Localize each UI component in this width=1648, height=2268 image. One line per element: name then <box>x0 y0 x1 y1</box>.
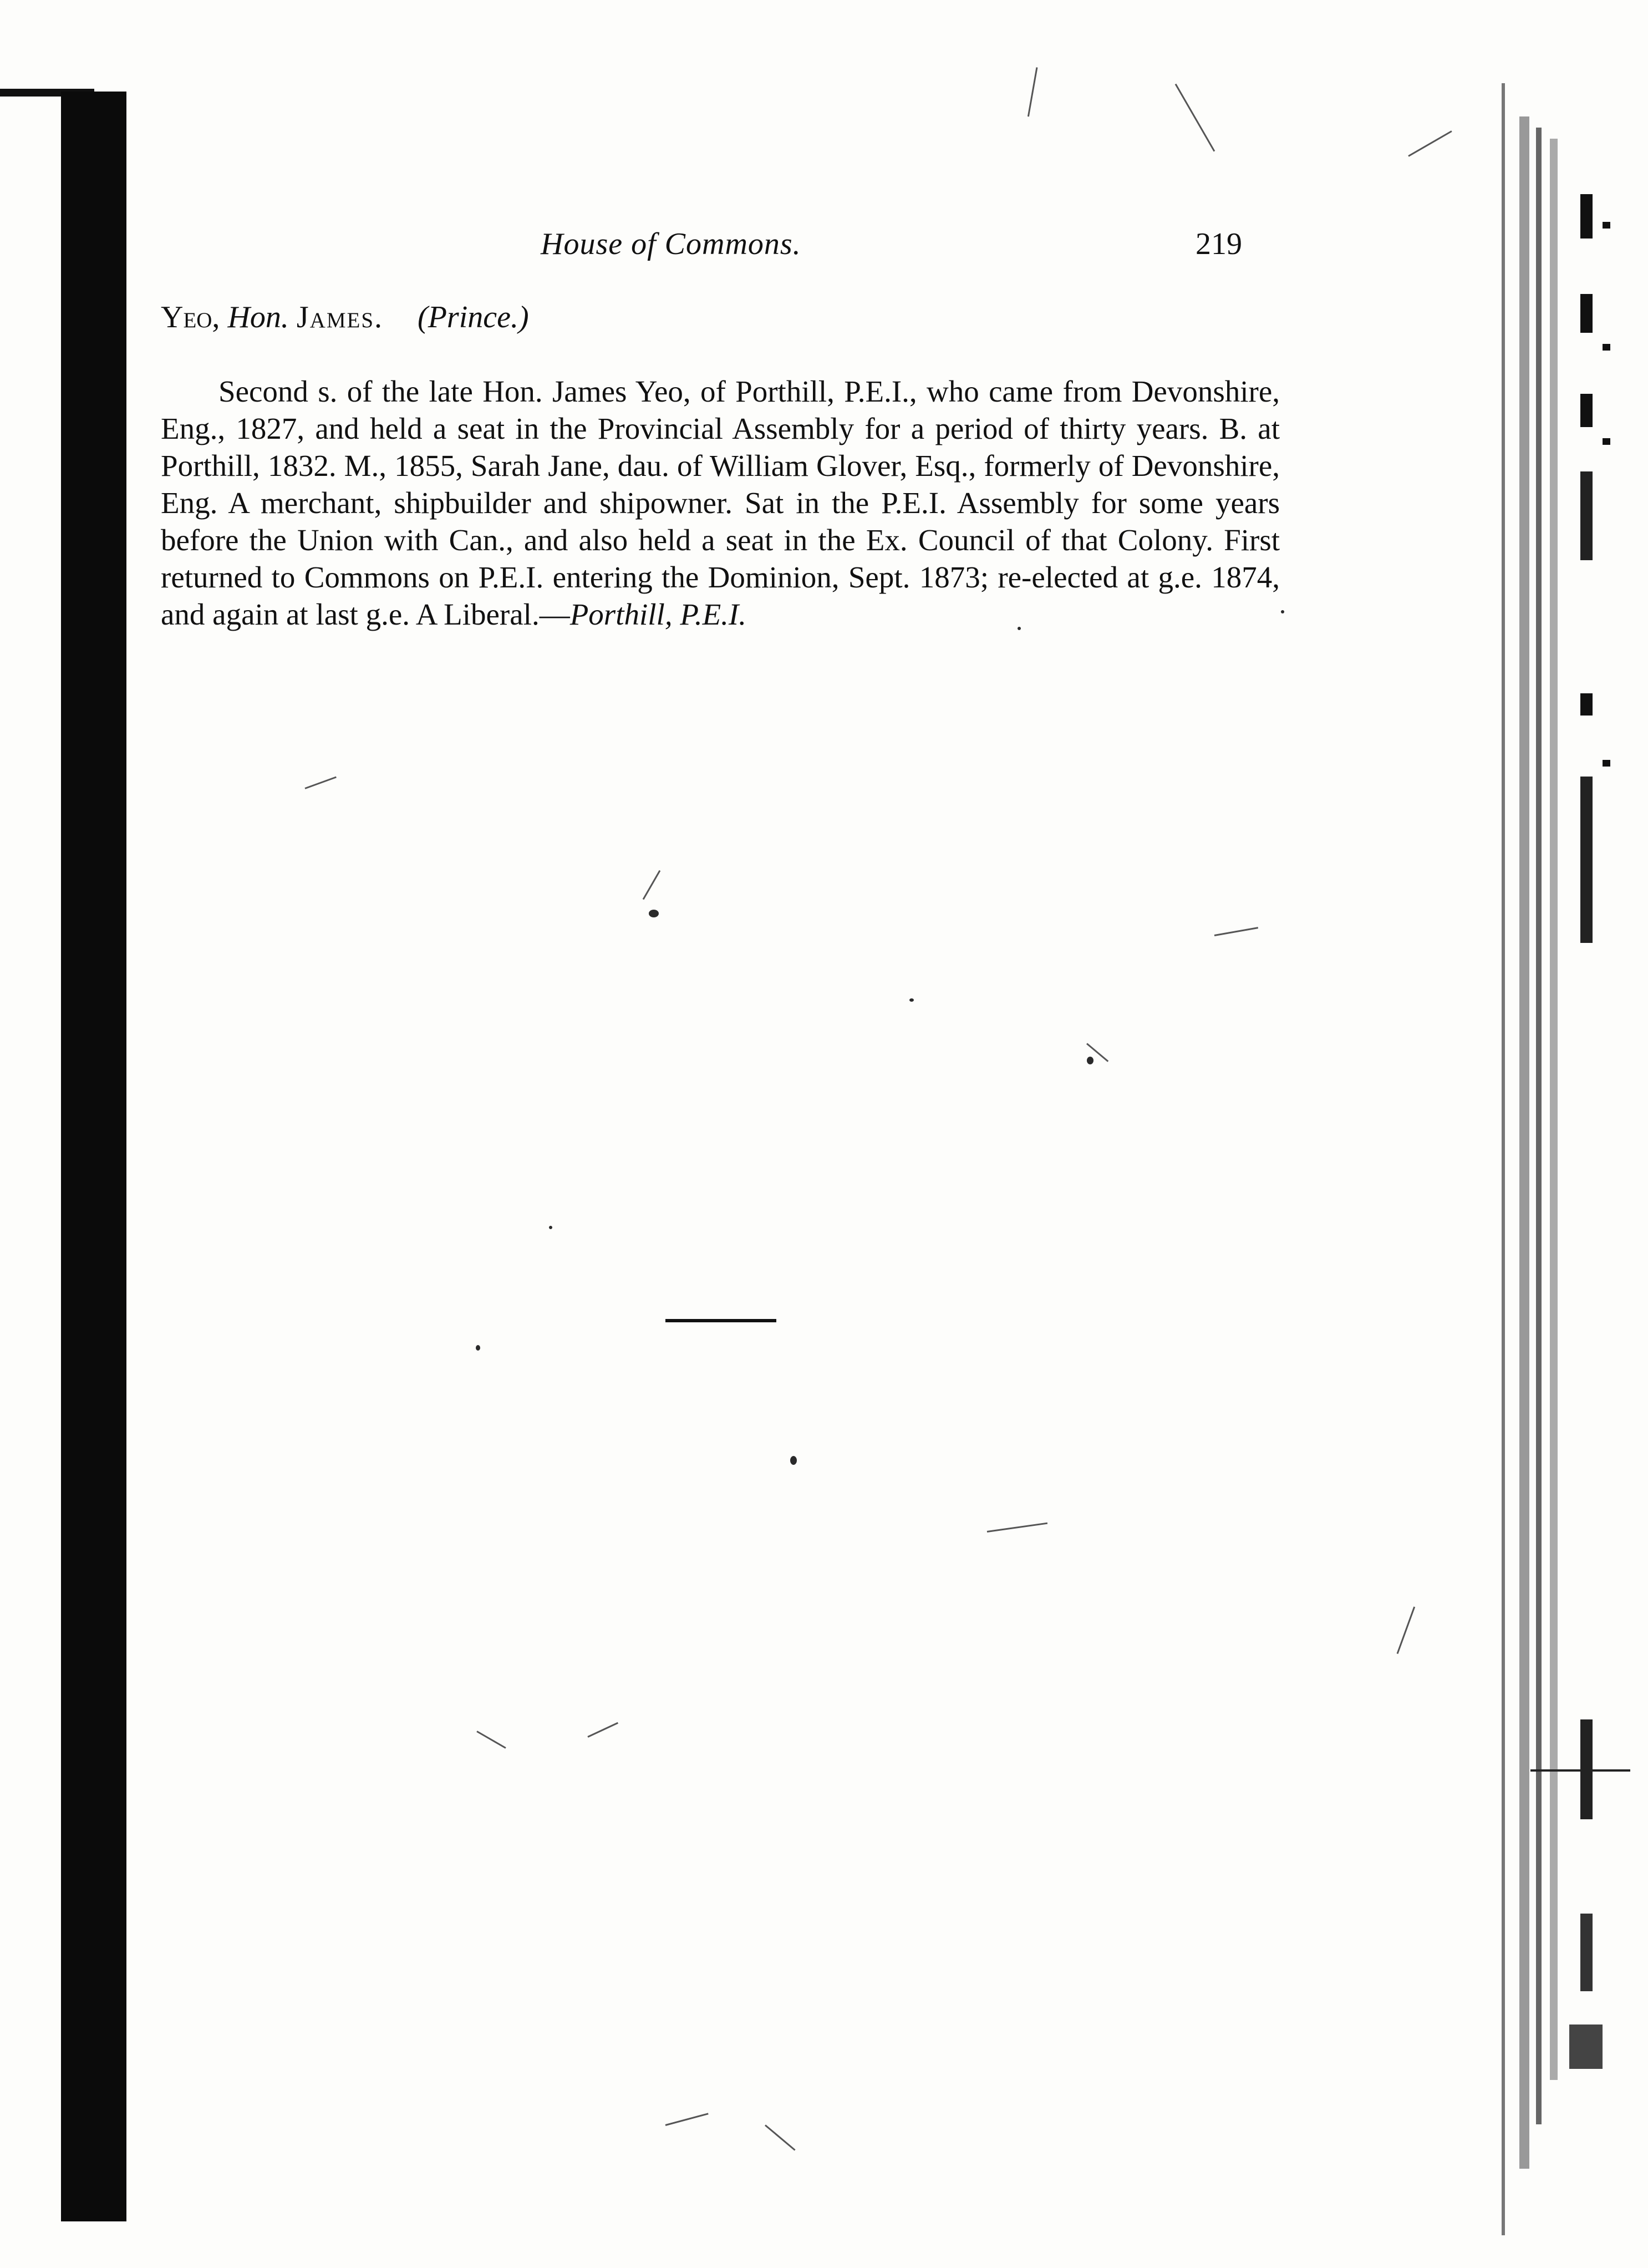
section-divider-rule <box>665 1319 776 1322</box>
scan-scratch <box>304 777 336 789</box>
entry-honorific: Hon. <box>227 300 289 334</box>
scan-speck <box>790 1456 797 1465</box>
page-number: 219 <box>1196 227 1242 261</box>
scan-speck <box>649 910 659 917</box>
scan-scratch <box>587 1722 618 1738</box>
scan-speck <box>1018 627 1021 630</box>
entry-heading <box>161 300 529 335</box>
entry-address: Porthill, P.E.I. <box>569 597 746 631</box>
entry-constituency: (Prince.) <box>418 300 529 334</box>
entry-body-text: Second s. of the late Hon. James Yeo, of Porthill, P.E.I., who came from Devonshire, Eng., 1827, and held a seat in the Provincial Assembly for a period of thirty years. B. at Porthill, 1832. M., 1855, Sarah Jane, dau. of William Glover, Esq., formerly of Devonshire, Eng. A merchant, shipbuilder and shipowner. Sat in the P.E.I. Assembly for some years before the Union with Can., and also held a seat in the Ex. Council of that Colony. First returned to Commons on P.E.I. entering the Dominion, Sept. 1873; re-elected at g.e. 1874, and again at last g.e. A Liberal.— <box>161 374 1280 631</box>
scan-scratch <box>1408 130 1452 157</box>
scan-speck <box>549 1226 552 1229</box>
entry-given-name: James. <box>296 300 384 334</box>
entry-biography <box>161 373 1280 633</box>
running-head <box>0 226 1648 271</box>
scan-scratch <box>987 1523 1047 1533</box>
scan-scratch <box>1397 1606 1416 1654</box>
scan-scratch <box>1175 84 1215 152</box>
scan-speck <box>476 1345 480 1351</box>
scan-speck <box>1281 610 1284 613</box>
running-head-title: House of Commons. <box>541 227 801 261</box>
scan-scratch <box>1028 67 1038 116</box>
scan-scratch <box>476 1731 506 1749</box>
scan-scratch <box>665 2113 709 2126</box>
scan-scratch <box>643 870 661 900</box>
entry-surname: Yeo, <box>161 300 220 334</box>
scan-scratch <box>765 2124 796 2150</box>
scan-speck <box>1087 1057 1093 1064</box>
scan-scratch <box>1214 927 1258 936</box>
binding-shadow <box>61 92 126 2221</box>
scan-speck <box>909 998 914 1002</box>
page-edge-noise <box>1497 83 1630 2246</box>
